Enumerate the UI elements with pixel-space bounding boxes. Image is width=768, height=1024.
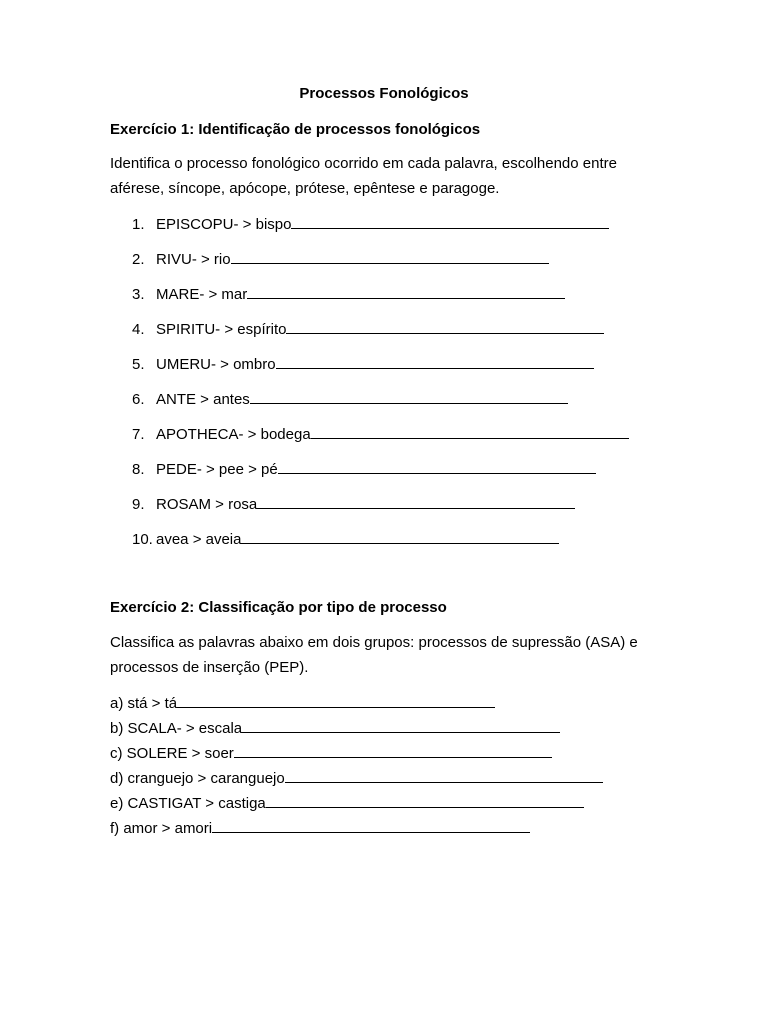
item-number: 9. xyxy=(132,496,145,513)
answer-line[interactable] xyxy=(266,793,584,808)
list-item xyxy=(110,214,609,235)
item-text: ANTE > antes xyxy=(156,391,250,408)
list-item xyxy=(110,249,549,270)
item-text: SPIRITU- > espírito xyxy=(156,321,287,338)
item-number: 1. xyxy=(132,216,145,233)
list-item xyxy=(110,389,568,410)
item-text: PEDE- > pee > pé xyxy=(156,461,278,478)
item-number: 3. xyxy=(132,286,145,303)
exercise1-instructions: Identifica o processo fonológico ocorrido em cada palavra, escolhendo entre aférese, síncope, apócope, prótese, epêntese e paragoge. xyxy=(110,155,617,197)
list-item xyxy=(110,768,603,789)
answer-line[interactable] xyxy=(286,319,604,334)
answer-line[interactable] xyxy=(247,284,565,299)
answer-line[interactable] xyxy=(291,214,609,229)
exercise2-heading: Exercício 2: Classificação por tipo de processo xyxy=(110,599,447,616)
item-text: APOTHECA- > bodega xyxy=(156,426,311,443)
answer-line[interactable] xyxy=(234,743,552,758)
item-number: 10. xyxy=(132,531,153,548)
list-item xyxy=(110,718,560,739)
item-text: c) SOLERE > soer xyxy=(110,745,234,762)
answer-line[interactable] xyxy=(257,494,575,509)
answer-line[interactable] xyxy=(276,354,594,369)
exercise1-heading: Exercício 1: Identificação de processos fonológicos xyxy=(110,121,481,138)
list-item xyxy=(110,424,629,445)
answer-line[interactable] xyxy=(285,768,603,783)
list-item xyxy=(110,818,530,839)
item-text: d) cranguejo > caranguejo xyxy=(110,770,285,787)
answer-line[interactable] xyxy=(311,424,629,439)
list-item xyxy=(110,459,596,480)
list-item xyxy=(110,743,552,764)
item-number: 2. xyxy=(132,251,145,268)
list-item xyxy=(110,319,604,340)
item-text: MARE- > mar xyxy=(156,286,248,303)
item-number: 6. xyxy=(132,391,145,408)
list-item xyxy=(110,793,584,814)
item-number: 8. xyxy=(132,461,145,478)
item-text: b) SCALA- > escala xyxy=(110,720,243,737)
answer-line[interactable] xyxy=(242,718,560,733)
item-text: a) stá > tá xyxy=(110,695,178,712)
item-number: 4. xyxy=(132,321,145,338)
item-text: EPISCOPU- > bispo xyxy=(156,216,292,233)
answer-line[interactable] xyxy=(212,818,530,833)
exercise2-instructions: Classifica as palavras abaixo em dois grupos: processos de supressão (ASA) e processos de inserção (PEP). xyxy=(110,634,638,676)
list-item xyxy=(110,529,559,550)
item-number: 5. xyxy=(132,356,145,373)
answer-line[interactable] xyxy=(231,249,549,264)
list-item xyxy=(110,284,565,305)
item-text: f) amor > amori xyxy=(110,820,213,837)
answer-line[interactable] xyxy=(241,529,559,544)
item-text: RIVU- > rio xyxy=(156,251,231,268)
list-item xyxy=(110,494,575,515)
answer-line[interactable] xyxy=(278,459,596,474)
document-title: Processos Fonológicos xyxy=(299,85,469,102)
answer-line[interactable] xyxy=(177,693,495,708)
item-text: avea > aveia xyxy=(156,531,242,548)
list-item xyxy=(110,693,495,714)
answer-line[interactable] xyxy=(250,389,568,404)
item-text: UMERU- > ombro xyxy=(156,356,276,373)
item-text: ROSAM > rosa xyxy=(156,496,258,513)
item-number: 7. xyxy=(132,426,145,443)
item-text: e) CASTIGAT > castiga xyxy=(110,795,266,812)
list-item xyxy=(110,354,594,375)
